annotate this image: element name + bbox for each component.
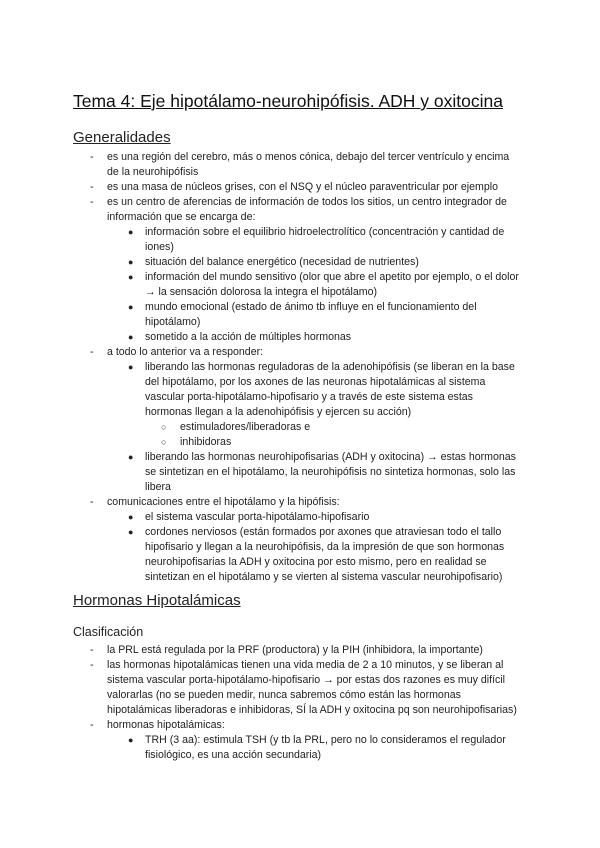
list-item bbox=[0, 345, 600, 360]
list-generalidades bbox=[0, 150, 600, 585]
disc-bullet-icon: ● bbox=[128, 332, 134, 342]
list-item-text: es una masa de núcleos grises, con el NSQ y el núcleo paraventricular por ejemplo bbox=[107, 181, 498, 193]
circle-bullet-icon: ○ bbox=[161, 422, 167, 432]
list-item bbox=[0, 270, 600, 300]
list-item-text: inhibidoras bbox=[180, 436, 232, 448]
list-item-text: hormonas hipotalámicas: bbox=[107, 719, 225, 731]
list-item bbox=[0, 435, 600, 450]
disc-bullet-icon: ● bbox=[128, 527, 134, 537]
list-item bbox=[0, 658, 600, 718]
circle-bullet-icon: ○ bbox=[161, 437, 167, 447]
disc-bullet-icon: ● bbox=[128, 227, 134, 237]
list-item bbox=[0, 225, 600, 255]
list-item-text: liberando las hormonas neurohipofisarias (ADH y oxitocina) → estas hormonas se sintetizan en el hipotálamo, la neurohipófisis no sintetiza hormonas, solo las libera bbox=[145, 451, 516, 493]
list-item-text: liberando las hormonas reguladoras de la adenohipófisis (se liberan en la base del hipotálamo, por los axones de las neuronas hipotalámicas al sistema vascular porta-hipotálamo-hipofisario y a través de este sistema estas hormonas llegan a la adenohipófisis y ejercen su acción) bbox=[145, 361, 515, 418]
dash-bullet: - bbox=[90, 151, 94, 163]
dash-bullet: - bbox=[90, 496, 94, 508]
list-item-text: información sobre el equilibrio hidroelectrolítico (concentración y cantidad de iones) bbox=[145, 226, 505, 253]
list-item-text: mundo emocional (estado de ánimo tb influye en el funcionamiento del hipotálamo) bbox=[145, 301, 477, 328]
disc-bullet-icon: ● bbox=[128, 512, 134, 522]
dash-bullet: - bbox=[90, 181, 94, 193]
list-item bbox=[0, 255, 600, 270]
list-item-text: TRH (3 aa): estimula TSH (y tb la PRL, pero no lo consideramos el regulador fisiológico, es una acción secundaria) bbox=[145, 734, 506, 761]
dash-bullet: - bbox=[90, 644, 94, 656]
dash-bullet: - bbox=[90, 719, 94, 731]
disc-bullet-icon: ● bbox=[128, 257, 134, 267]
dash-bullet: - bbox=[90, 196, 94, 208]
disc-bullet-icon: ● bbox=[128, 452, 134, 462]
list-item bbox=[0, 360, 600, 420]
list-item-text: a todo lo anterior va a responder: bbox=[107, 346, 264, 358]
subheading-clasificacion: Clasificación bbox=[73, 625, 144, 639]
list-item bbox=[0, 718, 600, 733]
list-item-text: cordones nerviosos (están formados por axones que atraviesan todo el tallo hipofisario y llegan a la neurohipófisis, da la impresión de que son hormonas neurohipofisarias la ADH y oxitocina por esto mismo, pero en realidad se sintetizan en el hipotálamo y se vierten al sistema vascular neurohipofisario) bbox=[145, 526, 505, 583]
list-item-text: la PRL está regulada por la PRF (productora) y la PIH (inhibidora, la importante) bbox=[107, 644, 483, 656]
list-item bbox=[0, 300, 600, 330]
section-heading-hormonas: Hormonas Hipotalámicas bbox=[73, 592, 241, 609]
disc-bullet-icon: ● bbox=[128, 302, 134, 312]
dash-bullet: - bbox=[90, 659, 94, 671]
list-item bbox=[0, 150, 600, 180]
section-heading-generalidades: Generalidades bbox=[73, 129, 171, 146]
list-item-text: es una región del cerebro, más o menos cónica, debajo del tercer ventrículo y encima de la neurohipófisis bbox=[107, 151, 510, 178]
list-clasificacion bbox=[0, 643, 600, 763]
list-item-text: estimuladores/liberadoras e bbox=[180, 421, 311, 433]
disc-bullet-icon: ● bbox=[128, 272, 134, 282]
list-item bbox=[0, 180, 600, 195]
list-item bbox=[0, 733, 600, 763]
list-item-text: sometido a la acción de múltiples hormonas bbox=[145, 331, 352, 343]
list-item bbox=[0, 510, 600, 525]
list-item-text: las hormonas hipotalámicas tienen una vida media de 2 a 10 minutos, y se liberan al sistema vascular porta-hipotálamo-hipofisario → por estas dos razones es muy difícil valorarlas (no se pueden medir, nunca sabremos cómo están las hormonas hipotalámicas liberadoras e inhibidoras, SÍ la ADH y oxitocina pq son neurohipofisarias) bbox=[107, 659, 517, 716]
dash-bullet: - bbox=[90, 346, 94, 358]
list-item bbox=[0, 195, 600, 225]
list-item bbox=[0, 495, 600, 510]
disc-bullet-icon: ● bbox=[128, 362, 134, 372]
list-item-text: es un centro de aferencias de información de todos los sitios, un centro integrador de información que se encarga de: bbox=[107, 196, 507, 223]
disc-bullet-icon: ● bbox=[128, 735, 134, 745]
list-item bbox=[0, 525, 600, 585]
list-item-text: situación del balance energético (necesidad de nutrientes) bbox=[145, 256, 419, 268]
list-item bbox=[0, 330, 600, 345]
list-item bbox=[0, 420, 600, 435]
list-item bbox=[0, 643, 600, 658]
list-item bbox=[0, 450, 600, 495]
list-item-text: comunicaciones entre el hipotálamo y la hipófisis: bbox=[107, 496, 340, 508]
list-item-text: información del mundo sensitivo (olor que abre el apetito por ejemplo, o el dolor → la sensación dolorosa la integra el hipotálamo) bbox=[145, 271, 519, 298]
list-item-text: el sistema vascular porta-hipotálamo-hipofisario bbox=[145, 511, 370, 523]
page-title: Tema 4: Eje hipotálamo-neurohipófisis. ADH y oxitocina bbox=[73, 91, 503, 111]
